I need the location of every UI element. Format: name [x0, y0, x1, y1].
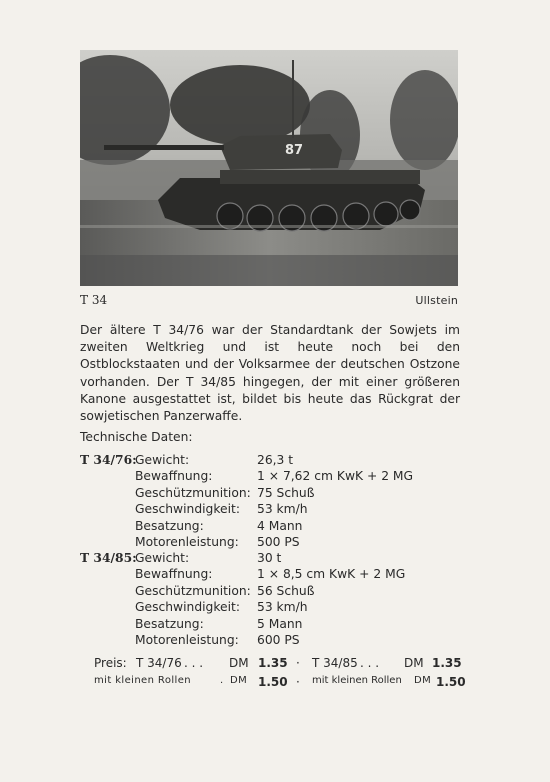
spec-row [135, 468, 495, 484]
spec-label: Geschützmunition: [135, 485, 251, 500]
price-row-small-wheels [80, 675, 470, 691]
price-currency: DM [230, 675, 248, 686]
spec-value: 53 km/h [257, 600, 308, 615]
spec-label: Motorenleistung: [135, 633, 239, 647]
price-separator: · [296, 675, 300, 689]
photo-caption: T 34 [80, 293, 108, 307]
price-currency: DM [229, 656, 249, 670]
spec-row [135, 583, 495, 599]
spec-value: 30 t [257, 551, 282, 565]
price-currency: DM [414, 675, 432, 686]
price-dots: . . . [360, 656, 380, 670]
price-separator: · [296, 656, 300, 670]
spec-value: 1 × 7,62 cm KwK + 2 MG [257, 469, 414, 484]
spec-row [135, 550, 495, 566]
price-item-right: mit kleinen Rollen [312, 675, 402, 686]
spec-label: Geschwindigkeit: [135, 502, 240, 517]
price-item-left: mit kleinen Rollen [94, 675, 191, 686]
price-row-standard [80, 656, 470, 672]
spec-label: Gewicht: [135, 551, 190, 565]
price-value: 1.35 [432, 656, 462, 670]
photo-credit: Ullstein [415, 294, 458, 307]
price-item-right: T 34/85 [312, 656, 358, 670]
spec-row [135, 616, 495, 632]
spec-value: 75 Schuß [257, 485, 315, 500]
price-value: 1.35 [258, 656, 288, 670]
spec-row [135, 566, 495, 582]
spec-label: Bewaffnung: [135, 469, 213, 484]
price-label: Preis: [94, 656, 127, 670]
spec-block-t3476 [80, 452, 480, 552]
model-label: T 34/76: [80, 452, 137, 467]
spec-row [135, 518, 495, 534]
spec-label: Besatzung: [135, 616, 204, 631]
price-item-left: T 34/76 [136, 656, 182, 670]
specs-heading: Technische Daten: [80, 430, 193, 444]
spec-row [135, 501, 495, 517]
spec-value: 4 Mann [257, 518, 303, 533]
spec-label: Bewaffnung: [135, 567, 213, 582]
spec-row [135, 485, 495, 501]
spec-label: Motorenleistung: [135, 535, 239, 549]
tank-photo [80, 50, 458, 286]
spec-value: 26,3 t [257, 453, 294, 467]
spec-row [135, 534, 495, 550]
spec-label: Geschwindigkeit: [135, 600, 240, 615]
spec-row [135, 632, 495, 648]
spec-label: Besatzung: [135, 518, 204, 533]
spec-row [135, 599, 495, 615]
spec-value: 56 Schuß [257, 583, 315, 598]
spec-label: Geschützmunition: [135, 583, 251, 598]
model-label: T 34/85: [80, 550, 137, 565]
spec-value: 600 PS [257, 633, 300, 647]
tank-illustration [80, 50, 458, 286]
spec-block-t3485 [80, 550, 480, 650]
price-currency: DM [404, 656, 424, 670]
price-value: 1.50 [436, 675, 466, 689]
spec-value: 500 PS [257, 535, 300, 549]
turret-number: 87 [285, 143, 304, 158]
price-dots: . [220, 675, 224, 686]
description-paragraph: Der ältere T 34/76 war der Standardtank der Sowjets im zweiten Weltkrieg und ist heute noch bei den Ostblockstaaten und der Volksarmee der deutschen Ostzone vorhanden. Der T 34/85 hingegen, der mit einer größeren Kanone ausgestattet ist, bildet bis heute das Rückgrat der sowjetischen Panzerwaffe. [80, 323, 460, 424]
spec-value: 5 Mann [257, 616, 303, 631]
spec-label: Gewicht: [135, 453, 190, 467]
price-value: 1.50 [258, 675, 288, 689]
spec-value: 1 × 8,5 cm KwK + 2 MG [257, 567, 406, 582]
spec-value: 53 km/h [257, 502, 308, 517]
price-dots: . . . [184, 656, 204, 670]
spec-row [135, 452, 495, 468]
